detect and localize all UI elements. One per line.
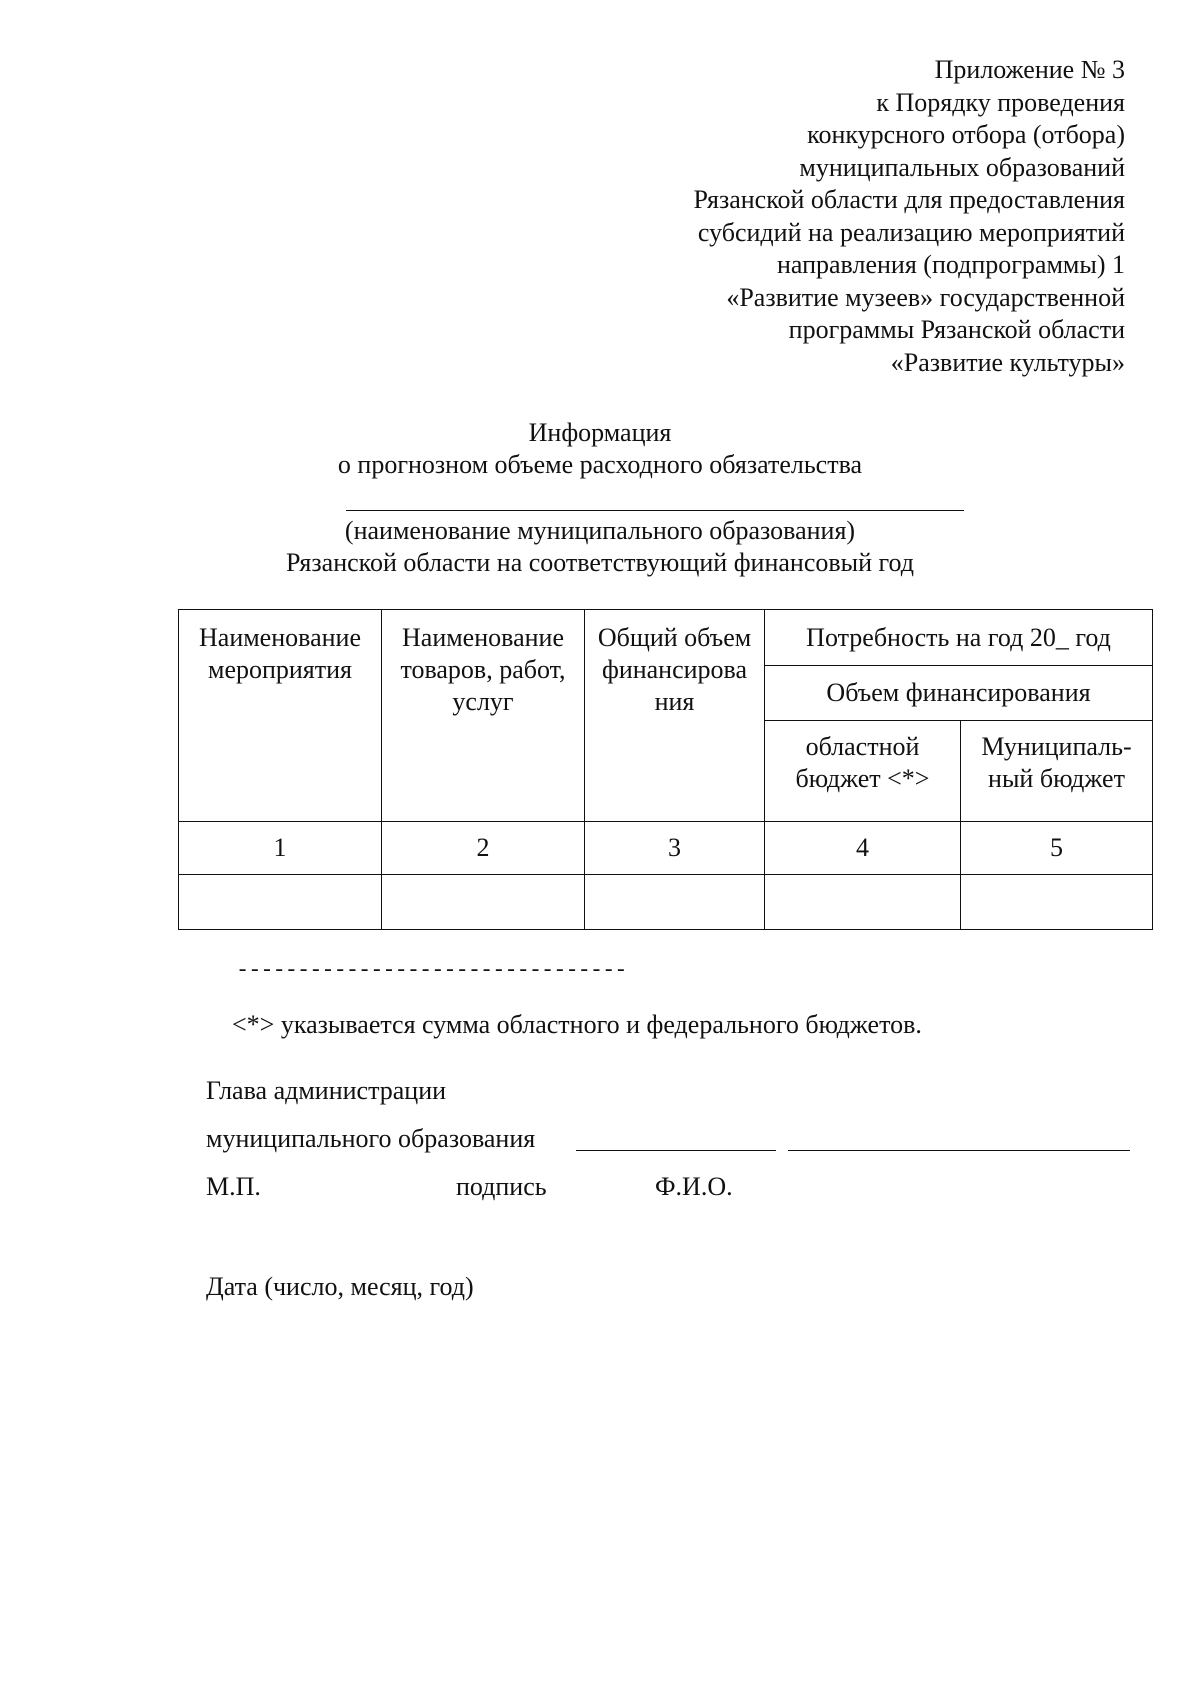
appendix-line: программы Рязанской области [788,315,1125,344]
fullname-label: Ф.И.О. [655,1172,733,1201]
footnote-divider: -------------------------------- [236,958,627,983]
appendix-line: муниципальных образований [799,152,1125,182]
header-total-financing: Общий объем финансирова ния [585,610,765,822]
municipality-blank-line [346,510,964,511]
appendix-line: направления (подпрограммы) 1 [776,250,1125,279]
appendix-line: Рязанской области для предоставления [693,185,1125,214]
header-goods-works-services: Наименование товаров, работ, услуг [382,610,585,822]
appendix-line: конкурсного отбора (отбора) [807,120,1125,149]
financing-table [178,609,1153,930]
signature-blank-line [576,1150,776,1151]
table-cell [765,875,961,930]
table-cell: 2 [382,822,585,875]
title-period: Рязанской области на соответствующий финансовый год [285,548,915,577]
appendix-header [565,54,1125,379]
appendix-line: «Развитие культуры» [890,347,1125,377]
header-financing-volume: Объем финансирования [765,666,1153,720]
table-cell [585,875,765,930]
appendix-line: к Порядку проведения [876,87,1125,117]
appendix-line: субсидий на реализацию мероприятий [697,217,1125,247]
table-cell: 1 [179,822,382,875]
table-cell: 5 [961,822,1153,875]
footnote-text: <*> указывается сумма областного и федерального бюджетов. [232,1010,922,1039]
table-cell [961,875,1153,930]
table-cell: 3 [585,822,765,875]
title-subheading: о прогнозном объеме расходного обязательства [337,450,863,479]
title-heading: Информация [528,418,672,447]
municipality-caption: (наименование муниципального образования) [344,516,856,545]
date-label: Дата (число, месяц, год) [206,1272,474,1301]
header-event-name: Наименование мероприятия [179,610,382,822]
table-cell [179,875,382,930]
head-of-administration-label: Глава администрации [206,1076,447,1105]
header-municipal-budget: Муниципаль-ный бюджет [961,720,1153,821]
table-cell [382,875,585,930]
appendix-line: «Развитие музеев» государственной [726,282,1125,312]
stamp-label: М.П. [206,1172,261,1201]
table-cell: 4 [765,822,961,875]
appendix-line: Приложение № 3 [934,55,1125,84]
fullname-blank-line [788,1150,1130,1151]
header-annual-need: Потребность на год 20_ год [765,610,1153,666]
municipality-label: муниципального образования [206,1124,536,1153]
signature-label: подпись [456,1172,547,1201]
table-row [179,822,1153,875]
header-regional-budget: областной бюджет <*> [765,720,961,821]
table-row [179,875,1153,930]
